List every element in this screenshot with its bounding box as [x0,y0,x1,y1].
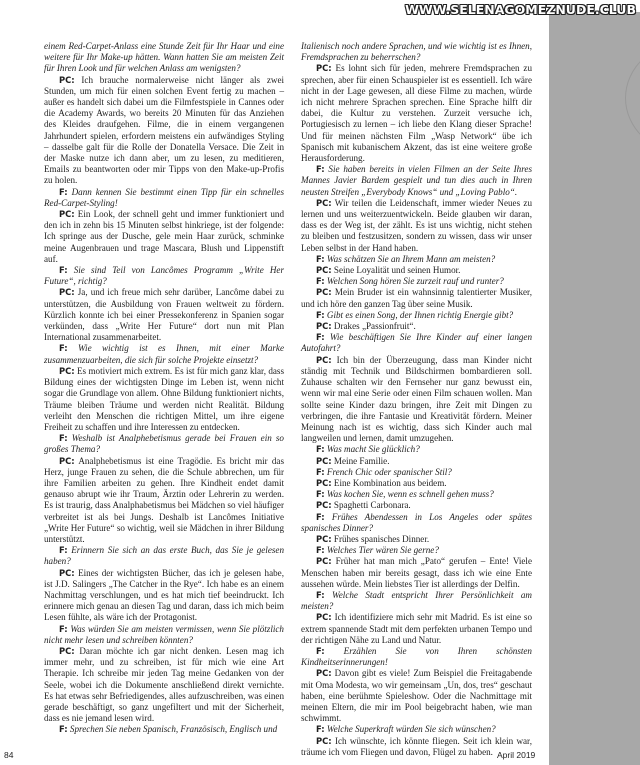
interview-question [44,724,284,735]
answer-text: Ich identifiziere mich sehr mit Madrid. Es ist eine so extrem spannende Stadt mit dem perfekten urbanen Tempo und der richtigen Nähe zu Land und Natur. [301,612,533,645]
answer-text: Analphebetismus ist eine Tragödie. Es bricht mir das Herz, junge Frauen zu sehen, die die Schule abbrechen, um für ihre Familien arbeiten zu gehen. Ihre Kindheit endet damit genauso abrupt wie ihr Traum, Ärztin oder Lehrerin zu werden. Es ist traurig, dass Analphabetismus bei Mädchen so viel häufiger verbreitet ist als bei Jungs. Deshalb ist Lancômes Initiative „Write Her Future“ so wichtig, weil sie Mädchen in ihrer Bildung unterstützt. [44,455,284,544]
interview-answer [301,287,532,309]
speaker-label: PC: [316,556,332,567]
question-text: Weshalb ist Analphebetismus gerade bei Frauen ein so großes Thema? [44,433,284,455]
interview-answer [301,321,532,332]
answer-text: Drakes „Passionfruit“. [333,321,416,332]
left-text-column [44,41,284,736]
interview-answer [301,500,532,511]
interview-answer [44,568,284,624]
question-text: einem Red-Carpet-Anlass eine Stunde Zeit für Ihr Haar und eine weitere für Ihr Make-up hätten. Wann hatten Sie am meisten Zeit für Ihren Look und für welchen Anlass am wenigsten? [44,41,284,74]
speaker-label: F: [316,332,325,343]
answer-text: Daran möchte ich gar nicht denken. Lesen mag ich immer mehr, und zu schreiben, ist für mich wie eine Art Therapie. Ich schreibe mir jeden Tag meine Gedanken von der Seele, wobei ich die Dokumente anschließend direkt vernichte. Es hat etwas sehr Befriedigendes, alles aufzuschreiben, was einen gerade beschäftigt, so ganz ungefiltert und mit der Sicherheit, dass es nie jemand lesen wird. [44,645,284,724]
speaker-label: F: [316,466,325,477]
speaker-label: F: [316,444,325,455]
speaker-label: F: [59,433,68,444]
interview-answer [301,668,532,724]
question-text: Wie beschäftigen Sie Ihre Kinder auf einer langen Autofahrt? [301,332,532,354]
question-text: Wie wichtig ist es Ihnen, mit einer Marke zusammenzuarbeiten, die sich für solche Projekte einsetzt? [44,343,284,365]
interview-question [301,310,532,321]
interview-question [44,624,284,646]
page-number: 84 [4,750,14,760]
answer-text: Eines der wichtigsten Bücher, das ich je gelesen habe, ist J.D. Salingers „The Catcher in the Rye“. Ich habe es an einem Nachmittag verschlungen, und es hat mich tief beeindruckt. Ich erinnere mich genau an diesen Tag und daran, dass ich mich beim Lesen fühlte, als wäre ich der Protagonist. [44,567,284,623]
interview-answer [301,355,532,445]
interview-answer [301,198,532,254]
speaker-label: PC: [316,477,332,488]
answer-text: Ich bin der Überzeugung, dass man Kinder nicht ständig mit Technik und Bildschirmen bombardieren soll. Zuhause schalten wir den Fernseher nur ganz bewusst ein, wenn wir mal eine Serie oder einen Film schauen wollen. Man sollte seine Kinder dazu bringen, ihre Zeit mit Dingen zu verbringen, die ihre Fantasie und Kreativität fördern. Meiner Meinung nach ist es wichtig, dass sich Kinder auch mal langweilen und lernen, damit umzugehen. [301,354,532,444]
question-text: Welches Tier wären Sie gerne? [326,545,439,556]
speaker-label: PC: [316,265,332,276]
answer-text: Es motiviert mich extrem. Es ist für mich ganz klar, dass Bildung eines der wichtigsten Dinge im Leben ist, wenn nicht sogar die Grundlage von allem. Ohne Bildung funktioniert nichts, Träume bleiben Träume und werden nicht Realität. Bildung verleiht den Menschen die richtigen Mittel, um ihre eigene Freiheit zu schaffen und ihre Interessen zu entdecken. [44,365,284,432]
speaker-label: PC: [316,197,332,208]
interview-question [301,590,532,612]
facing-page-gray-panel [549,12,640,765]
question-text: Welchen Song hören Sie zurzeit rauf und runter? [326,276,504,287]
interview-question [44,433,284,455]
speaker-label: F: [59,343,68,354]
interview-question [301,467,532,478]
speaker-label: PC: [316,287,332,298]
answer-text: Eine Kombination aus beidem. [333,477,447,488]
interview-question [44,343,284,365]
answer-text: Früher hat man mich „Pato“ gerufen – Ente! Viele Menschen haben mir bereits gesagt, dass ich wie eine Ente aussehen würde. Mein liebstes Tier ist allerdings der Delfin. [301,556,532,589]
interview-question [301,332,532,354]
interview-answer [44,456,284,546]
speaker-label: F: [59,623,68,634]
answer-text: Wir teilen die Leidenschaft, immer wieder Neues zu lernen und uns weiterzuentwickeln. Beide glauben wir daran, dass es der Weg ist, der zählt. Es ist uns wichtig, nicht stehen zu bleiben und festzusitzen, sondern zu wissen, dass wir unser Leben selbst in der Hand haben. [301,197,532,253]
speaker-label: F: [316,645,325,656]
interview-question [44,187,284,209]
answer-text: Meine Familie. [333,455,390,466]
speaker-label: F: [316,276,325,287]
question-text: Was würden Sie am meisten vermissen, wenn Sie plötzlich nicht mehr lesen und schreiben könnten? [44,623,284,645]
interview-answer [301,534,532,545]
answer-text: Seine Loyalität und seinen Humor. [333,265,461,276]
interview-answer [301,612,532,646]
speaker-label: F: [316,511,325,522]
speaker-label: PC: [59,645,75,656]
speaker-label: F: [316,489,325,500]
interview-question [44,545,284,567]
speaker-label: PC: [59,74,75,85]
speaker-label: F: [59,545,68,556]
answer-text: Es lohnt sich für jeden, mehrere Fremdsprachen zu sprechen, aber für einen Schauspieler ist es essentiell. Ich wäre nicht in der Lage gewesen, all diese Filme zu machen, würde ich nicht mehrere Sprachen sprechen. Eine Sprache hilft dir dabei, die Kultur zu verstehen. Zurzeit versuche ich, Portugiesisch zu lernen – ich liebe den Klang dieser Sprache! Und für meinen nächsten Film „Wasp Network“ übe ich Spanisch mit kubanischem Akzent, das ist eine weitere große Herausforderung. [301,63,532,164]
interview-answer [44,366,284,433]
speaker-label: PC: [316,63,332,74]
decorative-arc [625,42,640,154]
interview-answer [301,63,532,164]
question-text: Was macht Sie glücklich? [326,444,420,455]
answer-text: Spaghetti Carbonara. [333,500,411,511]
answer-text: Ich brauche normalerweise nicht länger als zwei Stunden, um mich für einen solchen Event fertig zu machen – außer es handelt sich dabei um die Filmfestspiele in Cannes oder die Academy Awards, wo bereits 20 Minuten für das Anziehen des Kleides draufgehen. Filme, die in einem vergangenen Jahrhundert spielen, erfordern meistens ein aufwändiges Styling – dasselbe galt für die Rolle der Donatella Versace. Die Zeit in der Maske nutze ich dann aber, um zu lesen, zu meditieren, Emails zu beantworten oder mir Tipps von den Make-up-Profis zu holen. [44,74,285,186]
interview-answer [44,287,284,343]
question-text: Welche Stadt entspricht Ihrer Persönlichkeit am meisten? [301,589,532,612]
speaker-label: F: [59,186,68,197]
answer-text: Ein Look, der schnell geht und immer funktioniert und den ich in zehn bis 15 Minuten selbst hinkriege, ist der folgende: Ich springe aus der Dusche, gele mein Haar zurück, schminke meine Augenbrauen und trage Mascara, Blush und Lippenstift auf. [44,209,285,264]
interview-question [301,444,532,455]
interview-question [301,276,532,287]
interview-answer [301,556,532,590]
interview-question [301,41,532,63]
interview-question [301,489,532,500]
interview-answer [301,456,532,467]
watermark: WWW.SELENAGOMEZNUDE.CLUB [405,2,636,17]
speaker-label: PC: [59,287,75,298]
speaker-label: F: [59,724,68,735]
interview-answer [44,646,284,724]
question-text: Frühes Abendessen in Los Angeles oder spätes spanisches Dinner? [301,511,532,533]
speaker-label: PC: [59,455,75,466]
question-text: Sie haben bereits in vielen Filmen an der Seite Ihres Mannes Javier Bardem gespielt und tun dies auch in Ihren neusten Streifen „Everybody Knows“ und „Loving Pablo“. [301,164,532,197]
question-text: Gibt es einen Song, der Ihnen richtig Energie gibt? [326,309,514,320]
question-text: Erinnern Sie sich an das erste Buch, das Sie je gelesen haben? [44,545,284,567]
question-text: Italienisch noch andere Sprachen, und wie wichtig ist es Ihnen, Fremdsprachen zu beherrschen? [301,41,532,63]
speaker-label: F: [316,589,325,600]
interview-answer [301,478,532,489]
interview-answer [44,209,284,265]
answer-text: Ich wünschte, ich könnte fliegen. Seit ich klein war, träume ich vom Fliegen und davon, Flügel zu haben. [301,735,532,757]
question-text: French Chic oder spanischer Stil? [326,466,452,477]
speaker-label: PC: [316,455,332,466]
speaker-label: F: [316,164,325,175]
question-text: Sie sind Teil von Lancômes Programm „Write Her Future“, richtig? [44,265,284,287]
speaker-label: F: [316,545,325,556]
question-text: Welche Superkraft würden Sie sich wünschen? [326,724,496,735]
speaker-label: PC: [59,209,75,220]
speaker-label: PC: [316,354,332,365]
question-text: Was kochen Sie, wenn es schnell gehen muss? [326,489,494,500]
question-text: Dann kennen Sie bestimmt einen Tipp für ein schnelles Red-Carpet-Styling! [44,186,284,208]
speaker-label: F: [59,265,68,276]
answer-text: Davon gibt es viele! Zum Beispiel die Freitagabende mit Oma Modesta, wo wir gemeinsam „Un, dos, tres“ geschaut haben, eine berühmte Spieleshow. Oder die Nachmittage mit meinen Eltern, die mir im Pool beigebracht haben, wie man schwimmt. [301,668,532,724]
speaker-label: PC: [316,612,332,623]
interview-question [44,265,284,287]
answer-text: Ja, und ich freue mich sehr darüber, Lancôme dabei zu unterstützen, die Ausbildung von Frauen weltweit zu fördern. Kürzlich konnte ich bei einer Pressekonferenz in Spanien sogar verkünden, dass „Write Her Future“ dort nun mit Plan International zusammenarbeitet. [44,287,285,343]
speaker-label: PC: [316,500,332,511]
question-text: Erzählen Sie von Ihren schönsten Kindheitserinnerungen! [301,645,532,668]
speaker-label: PC: [59,567,75,578]
interview-question [301,545,532,556]
interview-question [301,724,532,735]
speaker-label: PC: [316,321,332,332]
speaker-label: PC: [59,365,75,376]
interview-question [44,41,284,75]
interview-question [301,512,532,534]
speaker-label: F: [316,253,325,264]
interview-question [301,164,532,198]
answer-text: Mein Bruder ist ein wahnsinnig talentierter Musiker, und ich höre den ganzen Tag über seine Musik. [301,287,532,309]
speaker-label: F: [316,309,325,320]
speaker-label: PC: [316,735,332,746]
question-text: Was schätzen Sie an Ihrem Mann am meisten? [326,253,496,264]
interview-question [301,254,532,265]
interview-answer [44,75,284,187]
answer-text: Frühes spanisches Dinner. [333,533,430,544]
right-text-column [301,41,532,758]
speaker-label: PC: [316,668,332,679]
speaker-label: PC: [316,533,332,544]
question-text: Sprechen Sie neben Spanisch, Französisch, Englisch und [69,724,278,735]
interview-question [301,646,532,668]
issue-date: April 2019 [497,750,536,760]
speaker-label: F: [316,724,325,735]
interview-answer [301,265,532,276]
